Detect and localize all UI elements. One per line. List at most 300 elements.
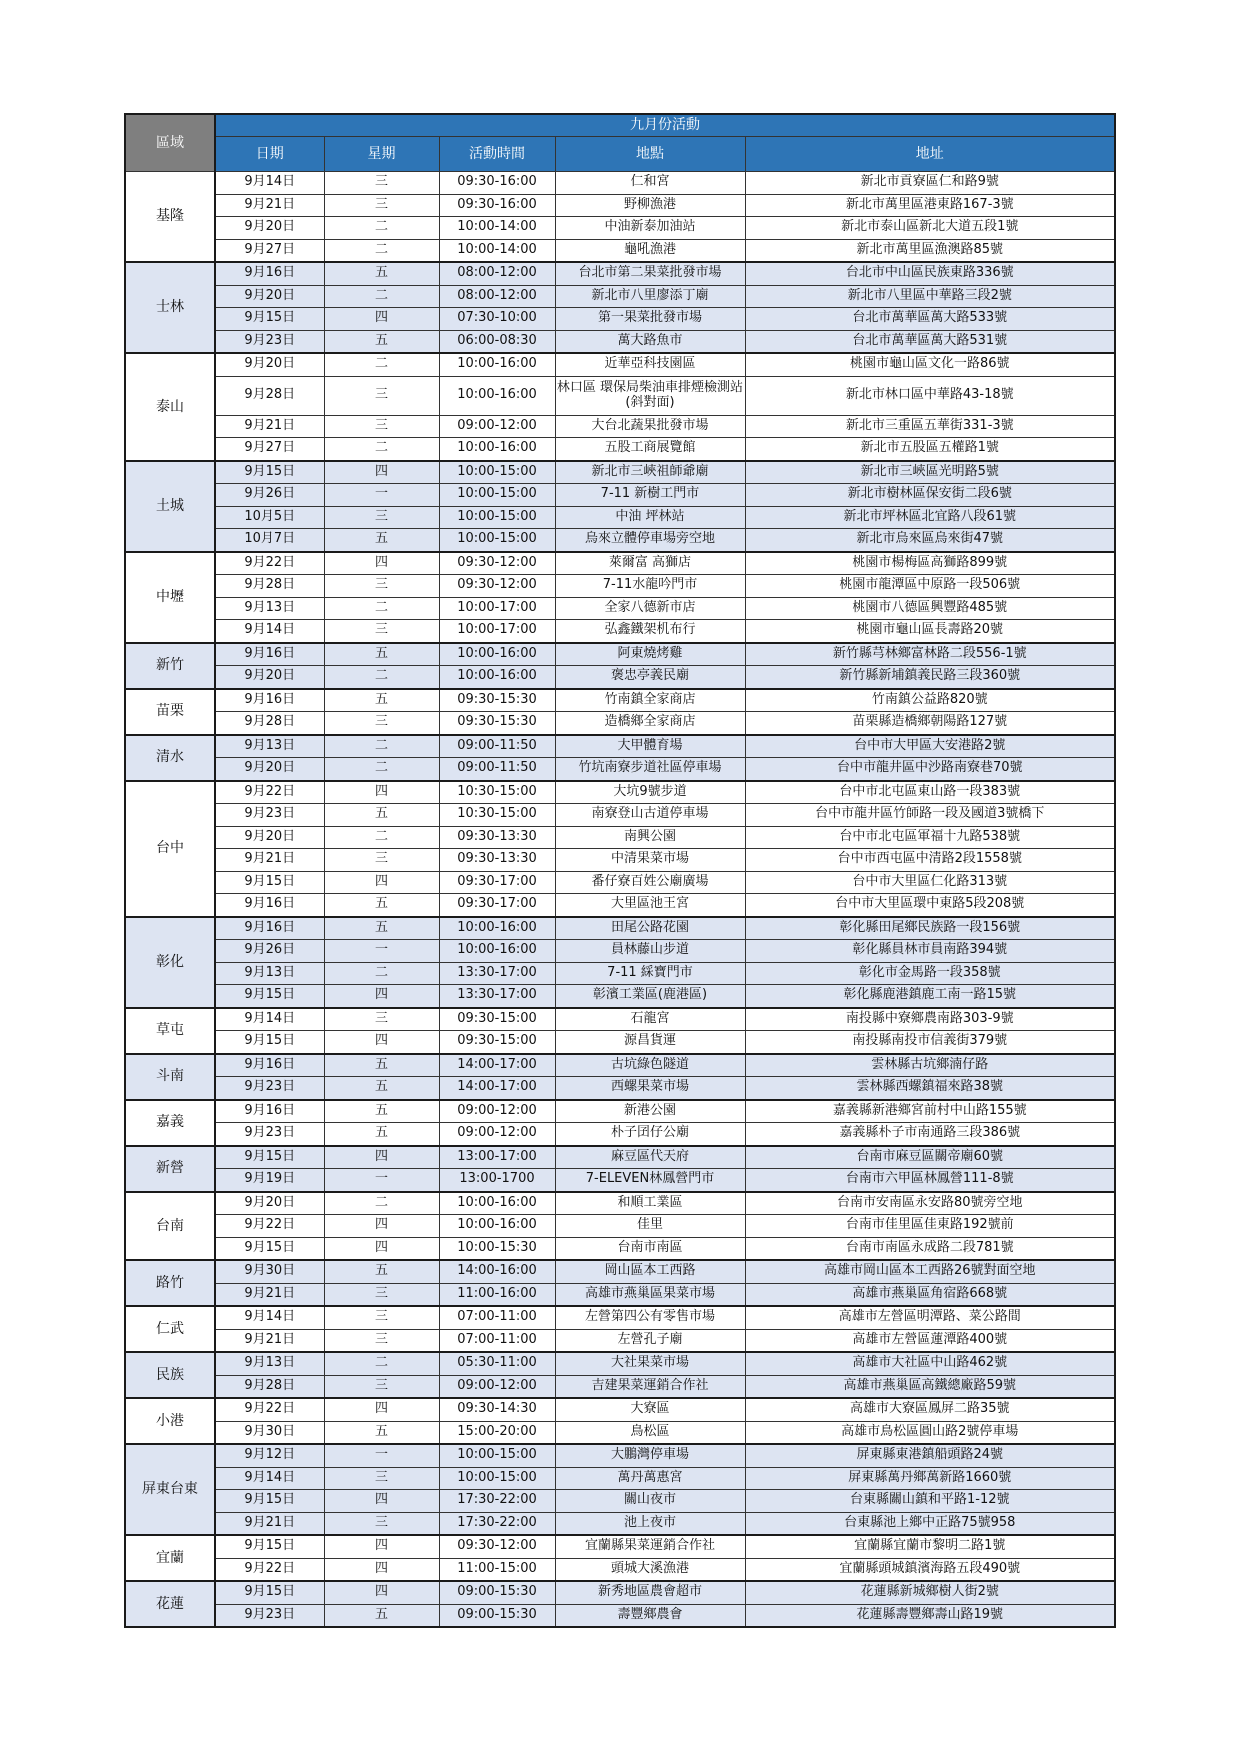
location-cell: 7-11 新樹工門市 <box>555 484 745 507</box>
location-cell: 和順工業區 <box>555 1192 745 1215</box>
table-row <box>125 666 1115 689</box>
table-row <box>125 735 1115 758</box>
table-row <box>125 172 1115 195</box>
table-row <box>125 438 1115 461</box>
date-cell: 9月13日 <box>215 962 324 985</box>
weekday-cell: 五 <box>324 1604 439 1627</box>
address-cell: 竹南鎮公益路820號 <box>745 689 1115 712</box>
location-cell: 萊爾富 高獅店 <box>555 552 745 575</box>
location-cell: 大鵬灣停車場 <box>555 1444 745 1467</box>
table-row <box>125 894 1115 917</box>
address-cell: 新北市貢寮區仁和路9號 <box>745 172 1115 195</box>
address-cell: 彰化縣田尾鄉民族路一段156號 <box>745 917 1115 940</box>
time-cell: 10:00-15:00 <box>439 1467 555 1490</box>
address-cell: 台中市龍井區竹師路一段及國道3號橋下 <box>745 804 1115 827</box>
table-row <box>125 1100 1115 1123</box>
table-row <box>125 1375 1115 1398</box>
table-row <box>125 1123 1115 1146</box>
date-cell: 9月16日 <box>215 643 324 666</box>
time-cell: 09:30-12:00 <box>439 552 555 575</box>
date-cell: 9月14日 <box>215 1008 324 1031</box>
table-row <box>125 575 1115 598</box>
weekday-cell: 四 <box>324 1215 439 1238</box>
time-cell: 10:00-15:30 <box>439 1237 555 1260</box>
location-cell: 竹南鎮全家商店 <box>555 689 745 712</box>
address-cell: 台南市安南區永安路80號旁空地 <box>745 1192 1115 1215</box>
weekday-cell: 三 <box>324 172 439 195</box>
weekday-cell: 五 <box>324 689 439 712</box>
location-cell: 岡山區本工西路 <box>555 1260 745 1283</box>
time-cell: 10:00-15:00 <box>439 1444 555 1467</box>
weekday-cell: 二 <box>324 353 439 376</box>
date-cell: 9月21日 <box>215 1329 324 1352</box>
table-row <box>125 597 1115 620</box>
weekday-cell: 三 <box>324 712 439 735</box>
time-cell: 09:30-15:00 <box>439 1008 555 1031</box>
weekday-cell: 三 <box>324 1375 439 1398</box>
time-cell: 14:00-17:00 <box>439 1077 555 1100</box>
region-cell: 基隆 <box>125 172 215 263</box>
address-cell: 高雄市燕巢區高鐵總廠路59號 <box>745 1375 1115 1398</box>
weekday-cell: 二 <box>324 735 439 758</box>
date-cell: 9月16日 <box>215 894 324 917</box>
date-cell: 10月7日 <box>215 529 324 552</box>
location-cell: 古坑綠色隧道 <box>555 1054 745 1077</box>
location-cell: 石龍宮 <box>555 1008 745 1031</box>
time-cell: 08:00-12:00 <box>439 285 555 308</box>
weekday-cell: 四 <box>324 461 439 484</box>
table-body <box>125 172 1115 1628</box>
location-cell: 高雄市燕巢區果菜市場 <box>555 1283 745 1306</box>
date-cell: 9月23日 <box>215 1077 324 1100</box>
table-row <box>125 689 1115 712</box>
location-cell: 頭城大溪漁港 <box>555 1558 745 1581</box>
location-cell: 員林藤山步道 <box>555 940 745 963</box>
time-cell: 09:30-13:30 <box>439 849 555 872</box>
time-cell: 10:00-16:00 <box>439 1215 555 1238</box>
table-row <box>125 620 1115 643</box>
table-row <box>125 940 1115 963</box>
time-cell: 13:30-17:00 <box>439 962 555 985</box>
time-cell: 09:00-12:00 <box>439 1123 555 1146</box>
weekday-cell: 一 <box>324 940 439 963</box>
date-cell: 9月22日 <box>215 781 324 804</box>
time-cell: 10:00-16:00 <box>439 353 555 376</box>
table-row <box>125 552 1115 575</box>
time-cell: 09:30-16:00 <box>439 194 555 217</box>
location-cell: 竹坑南寮步道社區停車場 <box>555 758 745 781</box>
time-cell: 10:00-16:00 <box>439 376 555 415</box>
time-cell: 10:00-17:00 <box>439 597 555 620</box>
time-cell: 09:30-15:00 <box>439 1031 555 1054</box>
time-cell: 09:00-12:00 <box>439 1375 555 1398</box>
table-row <box>125 643 1115 666</box>
location-cell: 佳里 <box>555 1215 745 1238</box>
weekday-cell: 二 <box>324 962 439 985</box>
location-cell: 南寮登山古道停車場 <box>555 804 745 827</box>
table-row <box>125 1581 1115 1604</box>
address-cell: 新北市萬里區漁澳路85號 <box>745 239 1115 262</box>
location-column-header: 地點 <box>555 137 745 172</box>
weekday-cell: 五 <box>324 1077 439 1100</box>
region-cell: 仁武 <box>125 1306 215 1352</box>
table-row <box>125 826 1115 849</box>
time-cell: 13:30-17:00 <box>439 985 555 1008</box>
table-row <box>125 1031 1115 1054</box>
activity-table <box>124 113 1116 1628</box>
weekday-cell: 二 <box>324 217 439 240</box>
time-cell: 13:00-1700 <box>439 1169 555 1192</box>
location-cell: 新北市三峽祖師爺廟 <box>555 461 745 484</box>
table-row <box>125 1512 1115 1535</box>
weekday-cell: 五 <box>324 262 439 285</box>
table-row <box>125 308 1115 331</box>
time-cell: 13:00-17:00 <box>439 1146 555 1169</box>
address-cell: 台東縣池上鄉中正路75號958 <box>745 1512 1115 1535</box>
weekday-cell: 二 <box>324 438 439 461</box>
address-cell: 屏東縣東港鎮船頭路24號 <box>745 1444 1115 1467</box>
time-cell: 11:00-16:00 <box>439 1283 555 1306</box>
time-cell: 10:00-16:00 <box>439 940 555 963</box>
date-cell: 9月16日 <box>215 689 324 712</box>
location-cell: 關山夜市 <box>555 1490 745 1513</box>
weekday-cell: 三 <box>324 194 439 217</box>
address-cell: 高雄市燕巢區角宿路668號 <box>745 1283 1115 1306</box>
date-cell: 9月15日 <box>215 461 324 484</box>
date-cell: 9月28日 <box>215 1375 324 1398</box>
weekday-cell: 四 <box>324 1535 439 1558</box>
time-cell: 09:00-15:30 <box>439 1604 555 1627</box>
weekday-cell: 三 <box>324 1008 439 1031</box>
time-cell: 05:30-11:00 <box>439 1352 555 1375</box>
location-cell: 源昌貨運 <box>555 1031 745 1054</box>
region-cell: 斗南 <box>125 1054 215 1100</box>
address-cell: 新北市五股區五權路1號 <box>745 438 1115 461</box>
location-cell: 龜吼漁港 <box>555 239 745 262</box>
table-row <box>125 529 1115 552</box>
weekday-cell: 三 <box>324 376 439 415</box>
location-cell: 7-ELEVEN林鳳營門市 <box>555 1169 745 1192</box>
table-row <box>125 1604 1115 1627</box>
time-cell: 10:00-15:00 <box>439 506 555 529</box>
date-cell: 9月15日 <box>215 1490 324 1513</box>
location-cell: 番仔寮百姓公廟廣場 <box>555 871 745 894</box>
date-cell: 9月16日 <box>215 262 324 285</box>
table-row <box>125 871 1115 894</box>
weekday-cell: 五 <box>324 804 439 827</box>
weekday-cell: 二 <box>324 239 439 262</box>
address-cell: 桃園市龍潭區中原路一段506號 <box>745 575 1115 598</box>
region-cell: 台中 <box>125 781 215 917</box>
weekday-cell: 四 <box>324 1558 439 1581</box>
region-cell: 花蓮 <box>125 1581 215 1627</box>
address-cell: 高雄市左營區明潭路、菜公路間 <box>745 1306 1115 1329</box>
time-cell: 10:30-15:00 <box>439 804 555 827</box>
time-cell: 11:00-15:00 <box>439 1558 555 1581</box>
table-row <box>125 1237 1115 1260</box>
address-cell: 高雄市大社區中山路462號 <box>745 1352 1115 1375</box>
address-cell: 高雄市岡山區本工西路26號對面空地 <box>745 1260 1115 1283</box>
weekday-cell: 一 <box>324 484 439 507</box>
address-cell: 桃園市龜山區長壽路20號 <box>745 620 1115 643</box>
weekday-cell: 一 <box>324 1169 439 1192</box>
address-cell: 桃園市八德區興豐路485號 <box>745 597 1115 620</box>
date-cell: 9月16日 <box>215 1100 324 1123</box>
weekday-cell: 三 <box>324 849 439 872</box>
address-cell: 新北市泰山區新北大道五段1號 <box>745 217 1115 240</box>
location-cell: 7-11水龍吟門市 <box>555 575 745 598</box>
date-cell: 9月20日 <box>215 1192 324 1215</box>
weekday-cell: 四 <box>324 1146 439 1169</box>
time-cell: 07:00-11:00 <box>439 1306 555 1329</box>
location-cell: 第一果菜批發市場 <box>555 308 745 331</box>
table-row <box>125 1306 1115 1329</box>
table-row <box>125 217 1115 240</box>
location-cell: 阿東燒烤雞 <box>555 643 745 666</box>
date-cell: 9月16日 <box>215 1054 324 1077</box>
weekday-cell: 五 <box>324 1100 439 1123</box>
address-cell: 新北市樹林區保安街二段6號 <box>745 484 1115 507</box>
table-row <box>125 415 1115 438</box>
date-cell: 9月21日 <box>215 194 324 217</box>
table-row <box>125 1444 1115 1467</box>
address-cell: 新北市三峽區光明路5號 <box>745 461 1115 484</box>
date-cell: 9月20日 <box>215 217 324 240</box>
address-cell: 台南市麻豆區關帝廟60號 <box>745 1146 1115 1169</box>
time-cell: 17:30-22:00 <box>439 1490 555 1513</box>
address-cell: 台南市南區永成路二段781號 <box>745 1237 1115 1260</box>
weekday-column-header: 星期 <box>324 137 439 172</box>
region-cell: 泰山 <box>125 353 215 461</box>
address-cell: 台北市中山區民族東路336號 <box>745 262 1115 285</box>
time-cell: 09:30-15:30 <box>439 712 555 735</box>
date-cell: 9月14日 <box>215 1467 324 1490</box>
table-row <box>125 985 1115 1008</box>
time-cell: 09:30-17:00 <box>439 871 555 894</box>
address-cell: 新竹縣芎林鄉富林路二段556-1號 <box>745 643 1115 666</box>
address-cell: 桃園市楊梅區高獅路899號 <box>745 552 1115 575</box>
location-cell: 弘鑫鐵架机布行 <box>555 620 745 643</box>
location-cell: 西螺果菜市場 <box>555 1077 745 1100</box>
table-row <box>125 1146 1115 1169</box>
location-cell: 林口區 環保局柴油車排煙檢測站 (斜對面) <box>555 376 745 415</box>
region-cell: 士林 <box>125 262 215 353</box>
table-row <box>125 758 1115 781</box>
time-cell: 09:30-12:00 <box>439 575 555 598</box>
table-row <box>125 1398 1115 1421</box>
address-cell: 高雄市左營區蓮潭路400號 <box>745 1329 1115 1352</box>
date-cell: 9月13日 <box>215 597 324 620</box>
time-cell: 10:00-16:00 <box>439 917 555 940</box>
address-cell: 嘉義縣朴子市南通路三段386號 <box>745 1123 1115 1146</box>
location-cell: 台南市南區 <box>555 1237 745 1260</box>
address-column-header: 地址 <box>745 137 1115 172</box>
time-cell: 09:30-17:00 <box>439 894 555 917</box>
region-cell: 新營 <box>125 1146 215 1192</box>
date-cell: 9月20日 <box>215 758 324 781</box>
weekday-cell: 一 <box>324 1444 439 1467</box>
region-cell: 台南 <box>125 1192 215 1261</box>
weekday-cell: 四 <box>324 985 439 1008</box>
table-row <box>125 1283 1115 1306</box>
date-cell: 9月14日 <box>215 620 324 643</box>
address-cell: 宜蘭縣頭城鎮濱海路五段490號 <box>745 1558 1115 1581</box>
region-cell: 路竹 <box>125 1260 215 1306</box>
date-cell: 9月15日 <box>215 1146 324 1169</box>
weekday-cell: 五 <box>324 330 439 353</box>
table-row <box>125 1260 1115 1283</box>
time-cell: 09:00-12:00 <box>439 1100 555 1123</box>
location-cell: 萬大路魚市 <box>555 330 745 353</box>
time-cell: 14:00-16:00 <box>439 1260 555 1283</box>
date-cell: 9月23日 <box>215 804 324 827</box>
date-cell: 9月20日 <box>215 285 324 308</box>
location-cell: 吉建果菜運銷合作社 <box>555 1375 745 1398</box>
weekday-cell: 四 <box>324 781 439 804</box>
weekday-cell: 四 <box>324 1031 439 1054</box>
region-cell: 清水 <box>125 735 215 781</box>
table-row <box>125 484 1115 507</box>
weekday-cell: 三 <box>324 1329 439 1352</box>
region-cell: 彰化 <box>125 917 215 1008</box>
region-column-header: 區域 <box>125 114 215 172</box>
date-cell: 9月21日 <box>215 849 324 872</box>
weekday-cell: 二 <box>324 285 439 308</box>
address-cell: 新竹縣新埔鎮義民路三段360號 <box>745 666 1115 689</box>
date-cell: 9月30日 <box>215 1260 324 1283</box>
address-cell: 台南市六甲區林鳳營111-8號 <box>745 1169 1115 1192</box>
date-cell: 9月20日 <box>215 666 324 689</box>
date-cell: 9月16日 <box>215 917 324 940</box>
weekday-cell: 三 <box>324 1467 439 1490</box>
table-row <box>125 353 1115 376</box>
date-cell: 9月15日 <box>215 1031 324 1054</box>
table-row <box>125 1008 1115 1031</box>
address-cell: 彰化縣員林市員南路394號 <box>745 940 1115 963</box>
weekday-cell: 五 <box>324 529 439 552</box>
address-cell: 新北市坪林區北宜路八段61號 <box>745 506 1115 529</box>
time-cell: 10:00-16:00 <box>439 438 555 461</box>
date-cell: 9月22日 <box>215 1398 324 1421</box>
region-cell: 嘉義 <box>125 1100 215 1146</box>
table-row <box>125 781 1115 804</box>
location-cell: 朴子囝仔公廟 <box>555 1123 745 1146</box>
location-cell: 褒忠亭義民廟 <box>555 666 745 689</box>
location-cell: 中油新泰加油站 <box>555 217 745 240</box>
date-cell: 9月30日 <box>215 1421 324 1444</box>
table-row <box>125 1490 1115 1513</box>
address-cell: 高雄市大寮區鳳屏二路35號 <box>745 1398 1115 1421</box>
address-cell: 台中市北屯區東山路一段383號 <box>745 781 1115 804</box>
region-cell: 中壢 <box>125 552 215 643</box>
time-cell: 09:30-16:00 <box>439 172 555 195</box>
time-cell: 09:00-15:30 <box>439 1581 555 1604</box>
location-cell: 造橋鄉全家商店 <box>555 712 745 735</box>
time-cell: 09:00-11:50 <box>439 758 555 781</box>
date-cell: 9月21日 <box>215 1283 324 1306</box>
table-row <box>125 461 1115 484</box>
time-cell: 10:00-16:00 <box>439 666 555 689</box>
date-cell: 9月22日 <box>215 1558 324 1581</box>
location-cell: 南興公園 <box>555 826 745 849</box>
time-cell: 09:30-14:30 <box>439 1398 555 1421</box>
region-cell: 苗栗 <box>125 689 215 735</box>
time-cell: 07:30-10:00 <box>439 308 555 331</box>
location-cell: 宜蘭縣果菜運銷合作社 <box>555 1535 745 1558</box>
date-cell: 9月13日 <box>215 1352 324 1375</box>
table-row <box>125 1192 1115 1215</box>
time-cell: 10:00-17:00 <box>439 620 555 643</box>
address-cell: 台南市佳里區佳東路192號前 <box>745 1215 1115 1238</box>
weekday-cell: 四 <box>324 552 439 575</box>
weekday-cell: 二 <box>324 666 439 689</box>
weekday-cell: 五 <box>324 1123 439 1146</box>
table-row <box>125 1329 1115 1352</box>
date-cell: 9月14日 <box>215 1306 324 1329</box>
table-row <box>125 1077 1115 1100</box>
time-cell: 10:00-14:00 <box>439 239 555 262</box>
weekday-cell: 二 <box>324 826 439 849</box>
location-cell: 麻豆區代天府 <box>555 1146 745 1169</box>
region-cell: 屏東台東 <box>125 1444 215 1535</box>
weekday-cell: 五 <box>324 643 439 666</box>
table-row <box>125 194 1115 217</box>
time-cell: 17:30-22:00 <box>439 1512 555 1535</box>
date-cell: 9月21日 <box>215 415 324 438</box>
date-column-header: 日期 <box>215 137 324 172</box>
table-row <box>125 239 1115 262</box>
table-row <box>125 1558 1115 1581</box>
weekday-cell: 四 <box>324 308 439 331</box>
weekday-cell: 三 <box>324 575 439 598</box>
location-cell: 7-11 綵寶門市 <box>555 962 745 985</box>
table-row <box>125 804 1115 827</box>
date-cell: 9月23日 <box>215 1604 324 1627</box>
location-cell: 台北市第二果菜批發市場 <box>555 262 745 285</box>
address-cell: 台東縣關山鎮和平路1-12號 <box>745 1490 1115 1513</box>
address-cell: 高雄市鳥松區圓山路2號停車場 <box>745 1421 1115 1444</box>
address-cell: 彰化縣鹿港鎮鹿工南一路15號 <box>745 985 1115 1008</box>
weekday-cell: 五 <box>324 894 439 917</box>
weekday-cell: 五 <box>324 917 439 940</box>
address-cell: 屏東縣萬丹鄉萬新路1660號 <box>745 1467 1115 1490</box>
address-cell: 新北市三重區五華街331-3號 <box>745 415 1115 438</box>
weekday-cell: 三 <box>324 1306 439 1329</box>
date-cell: 9月19日 <box>215 1169 324 1192</box>
weekday-cell: 三 <box>324 415 439 438</box>
weekday-cell: 三 <box>324 1512 439 1535</box>
date-cell: 9月14日 <box>215 172 324 195</box>
address-cell: 雲林縣西螺鎮福來路38號 <box>745 1077 1115 1100</box>
date-cell: 9月26日 <box>215 940 324 963</box>
date-cell: 9月15日 <box>215 1581 324 1604</box>
table-row <box>125 1215 1115 1238</box>
table-row <box>125 376 1115 415</box>
weekday-cell: 三 <box>324 620 439 643</box>
date-cell: 9月15日 <box>215 985 324 1008</box>
location-cell: 五股工商展覽館 <box>555 438 745 461</box>
location-cell: 新北市八里廖添丁廟 <box>555 285 745 308</box>
location-cell: 左營孔子廟 <box>555 1329 745 1352</box>
date-cell: 9月22日 <box>215 1215 324 1238</box>
address-cell: 南投縣中寮鄉農南路303-9號 <box>745 1008 1115 1031</box>
table-row <box>125 330 1115 353</box>
date-cell: 9月15日 <box>215 1535 324 1558</box>
location-cell: 大寮區 <box>555 1398 745 1421</box>
time-cell: 10:00-16:00 <box>439 643 555 666</box>
location-cell: 烏來立體停車場旁空地 <box>555 529 745 552</box>
address-cell: 南投縣南投市信義街379號 <box>745 1031 1115 1054</box>
